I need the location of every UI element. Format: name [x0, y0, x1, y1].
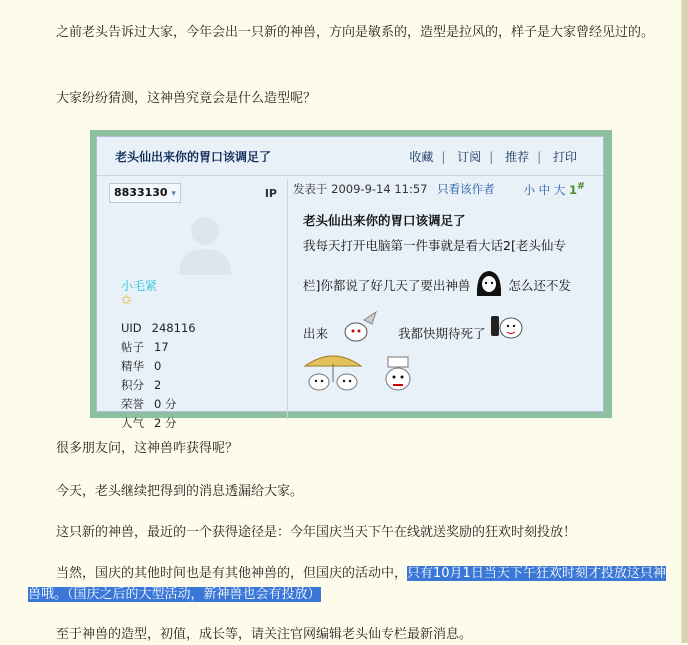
post-line	[303, 352, 603, 398]
user-info-column	[105, 179, 288, 430]
stat-label: 人气	[121, 416, 144, 430]
font-size-switch	[523, 181, 585, 198]
post-line-text: 我都快期待死了	[397, 326, 486, 341]
stat-value: 17	[154, 340, 169, 354]
paragraph-5: 这只新的神兽，最近的一个获得途径是：今年国庆当天下午在线就送奖励的狂欢时刻投放！	[56, 525, 577, 540]
stat-label: UID	[121, 321, 142, 335]
stat-label: 积分	[121, 378, 144, 392]
stat-label: 帖子	[121, 340, 144, 354]
thread-title: 老头仙出来你的胃口该调足了	[115, 150, 272, 164]
forum-screenshot	[90, 130, 612, 430]
stat-row	[121, 376, 196, 395]
default-avatar-icon	[175, 211, 235, 275]
rank-star-icon: ✩	[121, 293, 132, 308]
post-line-text: 出来	[303, 326, 329, 341]
paragraph-6	[28, 563, 668, 605]
post-line-text: 怎么还不发	[508, 278, 571, 293]
font-size-links[interactable]: 小 中 大	[523, 182, 566, 197]
emoticon-long-hair-icon	[474, 268, 504, 298]
floor-value: 1	[568, 182, 577, 197]
floor-number	[569, 183, 585, 197]
emoticon-flying-icon	[336, 310, 380, 344]
action-separator: |	[489, 150, 494, 164]
paragraph-4: 今天，老头继续把得到的消息透漏给大家。	[56, 484, 304, 499]
user-id-dropdown[interactable]	[109, 183, 181, 203]
stat-row	[121, 395, 196, 414]
stat-row	[121, 338, 196, 357]
only-author-link[interactable]: 只看该作者	[437, 182, 495, 196]
page-border	[682, 0, 688, 643]
post-date: 发表于 2009-9-14 11:57	[293, 182, 428, 196]
post-column	[293, 179, 603, 419]
action-separator: |	[441, 150, 446, 164]
stat-value: 0 分	[154, 397, 177, 411]
stat-label: 荣誉	[121, 397, 144, 411]
paragraph-7: 至于神兽的造型，初值，成长等，请关注官网编辑老头仙专栏最新消息。	[56, 627, 473, 642]
forum-panel	[96, 136, 604, 430]
stat-value: 0	[154, 359, 162, 373]
emoticon-umbrella-icon	[303, 352, 363, 392]
post-line	[303, 310, 603, 344]
post-line	[303, 268, 603, 298]
user-stats	[121, 319, 196, 433]
post-line-text: 栏]你都说了好几天了要出神兽	[303, 278, 471, 293]
user-id-value: 8833130	[114, 186, 168, 199]
stat-row	[121, 414, 196, 433]
highlighted-text: 只有10月1日当天下午狂欢时刻才投放这只神兽哦。（国庆之后的大型活动，新神兽也会有投放）	[28, 566, 666, 602]
post-meta	[293, 181, 603, 197]
paragraph-2: 大家纷纷猜测，这神兽究竟会是什么造型呢？	[56, 91, 317, 106]
stat-row	[121, 357, 196, 376]
stat-value: 2	[154, 378, 162, 392]
emoticon-phone-icon	[489, 310, 525, 344]
stat-value: 2 分	[154, 416, 177, 430]
ip-label[interactable]: IP	[264, 187, 277, 200]
action-separator: |	[537, 150, 542, 164]
post-body	[303, 235, 603, 398]
recommend-link[interactable]: 推荐	[505, 150, 530, 164]
post-title: 老头仙出来你的胃口该调足了	[303, 213, 466, 228]
chevron-down-icon: ▾	[171, 189, 176, 199]
emoticon-angry-icon	[381, 356, 415, 392]
floor-sup: #	[576, 181, 585, 192]
thread-actions	[403, 148, 583, 165]
username-link[interactable]: 小毛紧	[121, 279, 158, 293]
stat-row	[121, 319, 196, 338]
stat-label: 精华	[121, 359, 144, 373]
avatar	[175, 211, 235, 275]
favorite-link[interactable]: 收藏	[409, 150, 434, 164]
print-link[interactable]: 打印	[552, 150, 577, 164]
paragraph-6-text: 当然，国庆的其他时间也是有其他神兽的，但国庆的活动中，	[56, 566, 408, 581]
stat-value: 248116	[151, 321, 196, 335]
paragraph-3: 很多朋友问，这神兽咋获得呢？	[56, 441, 239, 456]
paragraph-1: 之前老头告诉过大家，今年会出一只新的神兽，方向是敏系的，造型是拉风的，样子是大家曾经见过的。	[56, 25, 655, 40]
subscribe-link[interactable]: 订阅	[457, 150, 482, 164]
thread-header	[97, 137, 603, 176]
post-line: 我每天打开电脑第一件事就是看大话2[老头仙专	[303, 238, 566, 253]
